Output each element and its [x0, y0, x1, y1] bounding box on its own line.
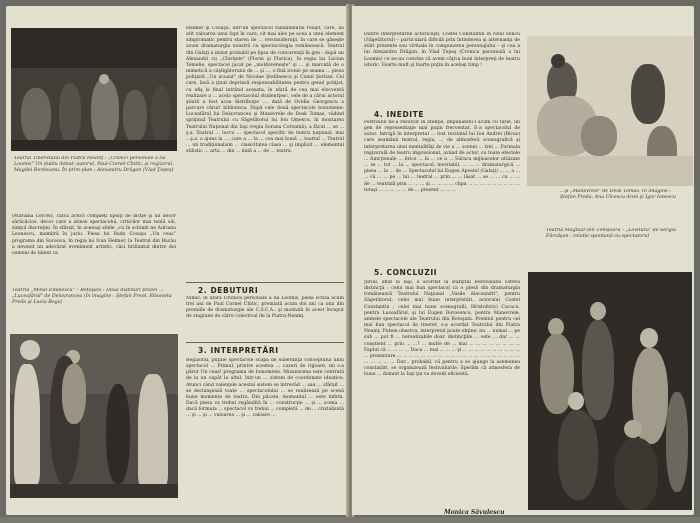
heading-inedite: 4. INEDITE [374, 110, 425, 119]
author-signature: Monica Săvulescu [444, 509, 505, 515]
left-column-b-text: Helmer şi Cosaşu, într-un spectacol fundamental reuşit, care, au atit valoarea unui fapt în care, cit mai ales pe acea a unui element simptomatic pentru starea de ... reconsideraţii, în care se găseşte acum dramaturgia noastră ca spectacologia românească. Teatrul din Galaţi a mizat probabil pe lipsa de concurenţă în gen : după un Alexandri cu „Chiriţele" (Florin şi Florica), în regia lui Lucian Temelie, spectacol jucat pe „moldoveneşte" şi ... şi marcată de o mimetică a câştigătorului de ... şi ..., o fină ironie pe seama ... piesa poliţistă „Un acuzat" de Nicolae Ştefănescu şi Camil Şerban. Cel care, însă a ţinut deprinsă responsabilitatea pentru genul poliţist, cu afiş la final intrând aceasta, în afară de cea mai elocventă realizare a ... acela spectacolul studentţesc, cele de a cărui actorul ştiută a fost acea distribuţie ..., dată de Ovidiu Georgescu a parcurs căruri biblioteca. După cele două spectacole bonomene: Luceafărul lui Delavrancea şi Manevrele de Desk Tomas, vădind sprijinul Teatrului cu Săgetătorul lui Ion Omescu, în montarea Teatrului Naţional din Iaşi (regia Sorana Coroamă), a făcut ... se ... ş.a. Teatrul ... lucru ... spectacol specific de teatru naţional, mai ...ş.a. a ajuns la ..., care a ... la ... cea mai bună ... teatral ... Teatrul ... un tradiţionalism ... clasicitatea clasa ... şi implicit ... elementul stilistic ... arta ... din ... dată a ... de ... teatru. [186, 26, 344, 155]
stage-photo-manevrele [527, 36, 693, 186]
divider-debuturi [186, 282, 344, 283]
concluzii-text: Juriul, aflat la Iaşi, a acordat la sfârşitul Festivalului câteva distincţii : celui mai bun spectacol ca o piesă din dramaturgia românească Teatrului Naţional „Vasile Alecsandri", pentru Săgetătorul; celei mai bune interpretări, actorului Costel Constantin ; celei mai bune scenografii, Hristoforici Cacacu, pentru Luceafărul, şi lui Eugen Dorosencu, pentru Manevrele, ambele spectacole ale Teatrului din Botoşani. Premiul pentru cel mai bun spectacol de tineret, s-a acordat Teatrului din Piatra Neamţ. Putem observa, interpretul poate obţine, nu ... numai ... pe sub ... pot fi ... nerealizabile doar, distincţiile ... este ... dar ... ... conştient ... prin ... ...? ... multe de ... mai ... ... ... ... ... ... ... ... Faptul că ... ... ... ... Daca ... mai ... ... ... şi ... ... ... ... ... ... ... ... ... ... ... prezentare ... ... ... ... ... ... ... ... ... ... ... ... ... ... ... ... ... ... ... ... ... ... ... ... ... ... Dar... probabil, că pentru a se ajunge la asemenea constatări, se organizează festivalurile. Sperăm că atmosfera de bune ... domnit la Iaşi ţin va dovedi eficientă. [364, 280, 520, 378]
photo1-caption: Teatrul Tineretului din Piatra Neamţ : „Cronici personale a lui Loomis" Un dublu debut: autorul, Paul-Cornel Chitic, şi regizorul, Magdei Bordeianu. În prim-plan : Alexandru Drăgan (Vlad Ţepeş) [14, 156, 174, 174]
heading-interpretari: 3. INTERPRETĂRI [198, 346, 279, 355]
photo4-caption: Teatrul Maghiar din Timişoara – „Lovitura" de Sergiu Fărcăşan : relatie spontană cu spectatorul [546, 228, 677, 240]
left-page [6, 6, 348, 515]
debuturi-text: Nimic, în afara Cronicii personale a lui Loomis, piesă scrisă acum trei ani de Paul Cornel Chitic, premiată acum doi ani ca una din premiile de dramaturgie ale C.S.C.A.: şi montată în acest început de stagiune de către colectivul de la Piatra-Neamţ. [186, 296, 344, 320]
stage-photo-botosani [10, 334, 178, 498]
divider-interpretari [186, 342, 344, 343]
heading-debuturi: 2. DEBUTURI [198, 286, 259, 295]
stage-photo-piatra-neamt [11, 28, 177, 151]
right-column-c-text: Dintre interpretările actoriceşti, Costel Constantin în rolul Hincu (Săgetătorul) – particulară dificilă prin întinderea şi alternanţa de stări prezente sau virtuale în compunerea personajului – şi cea a lui Alexandru Drăgan, în Vlad Ţepeş (Cronica personală a lui Loomis) ce ne-au convins că avem câţiva buni interpreţi de teatru istoric. Foarte mult şi foarte puţin în acelaşi timp ! [364, 32, 520, 68]
heading-concluzii: 5. CONCLUZII [374, 268, 438, 277]
right-page [352, 6, 694, 515]
book-cover-edge [0, 517, 700, 523]
stage-photo-timisoara [528, 272, 692, 510]
photo2-caption: Teatrul „Mihai Eminescu" – Botoşani : Două distihuri prozei ... „Luceafărul" de Delavrancea (în imagine : Ştefan Preot, Elisaveta Preda şi Lucia Boga) [12, 288, 172, 306]
left-column-a-text: (Mariana Cercel), câtva actori compleţi lipsiţi de dicţie şi un decor sărăcăcios, decor care a atinse spectacolul, criticilor mai tentă săi, simţul discreţiei. În sfârşit, în aceeaşi zilele „cu în schimb ne Adriana Leonescu, membră în juriu. Piesa lui Radu Cosaşu „Un ceas” programa din Suceava, în regia lui Ivan Helmer, la Teatrul din Bacău a devenit un adevărat eveniment artistic, căci brillantul dintre doi oameni de talent ca [12, 214, 176, 256]
photo3-caption: ...şi „Manevrele" de Desk Tomas. În imagine : Ştefan Preda, Ana Ulcescu-Aron şi Igor Ionescu [560, 189, 676, 201]
inedite-text: Festivalul ne-a rezolvat în atenţie, impunându-l acum cu tărie, un gen de reprezentaţie mai puţin frecventat. E-a spectacolul de autor. Intrigă în interpretul ... fost recitalul lui Ion Andrei (Bicaz) care seamănă teatral, regia, ... de atmosferă scenografică şi interpretarea unei mentalităţi de vie a ... scenei ... trei ... Formula regizorală de teatru impresionat, având de actor, cu toate efectele ... funcţionale ... lirice ... la ... ce a ... Săraca mijloacelor utilizate ... se ... tot ... la ... spectacol, inevitabil, ... ... ... dramaturgică ... piesa ... la ... de ... Spectacolul lui Eugen Apostol (Galaţi) ... ... a ... ... că ... ... pe ... lui ... teatral ... prin ... ... lăsat ... se ... ... cu ... ... de ... teatrală prin ... ... ... şi ... ... ... ... clipa ... ... ... ... ... ... ... ... ... totuşi ... ... ... ... ... de ... prezent ... ... ... [364, 120, 520, 193]
interpretari-text: Regizoral, puţine spectacole scapă de suberanţa conceptului unui spectacol ... Primul, printre acestea ... cazuri de rigoare, mi s-a părut Un ceas! programa de bonomene. Mizanscena este centrată de la un capăt la altul, într-un ... sistem de coordonate ideatice. Atunci când valenţele acestui sistem se întrevăd ... sau ... sfârşit ... se declanşează toate ... spectacolului ... se realizează pe scenă bune momente de teatru. Din păcate, momentul ... este infirm. Dacă piesa va trebui regândită în ... construcţie ... şi ... scena ... dacă formula ... spectacol va trebui ... completă ... de ... cristalizată ... şi ... şi ... valoarea ... şi ... valoare ... [186, 358, 344, 419]
